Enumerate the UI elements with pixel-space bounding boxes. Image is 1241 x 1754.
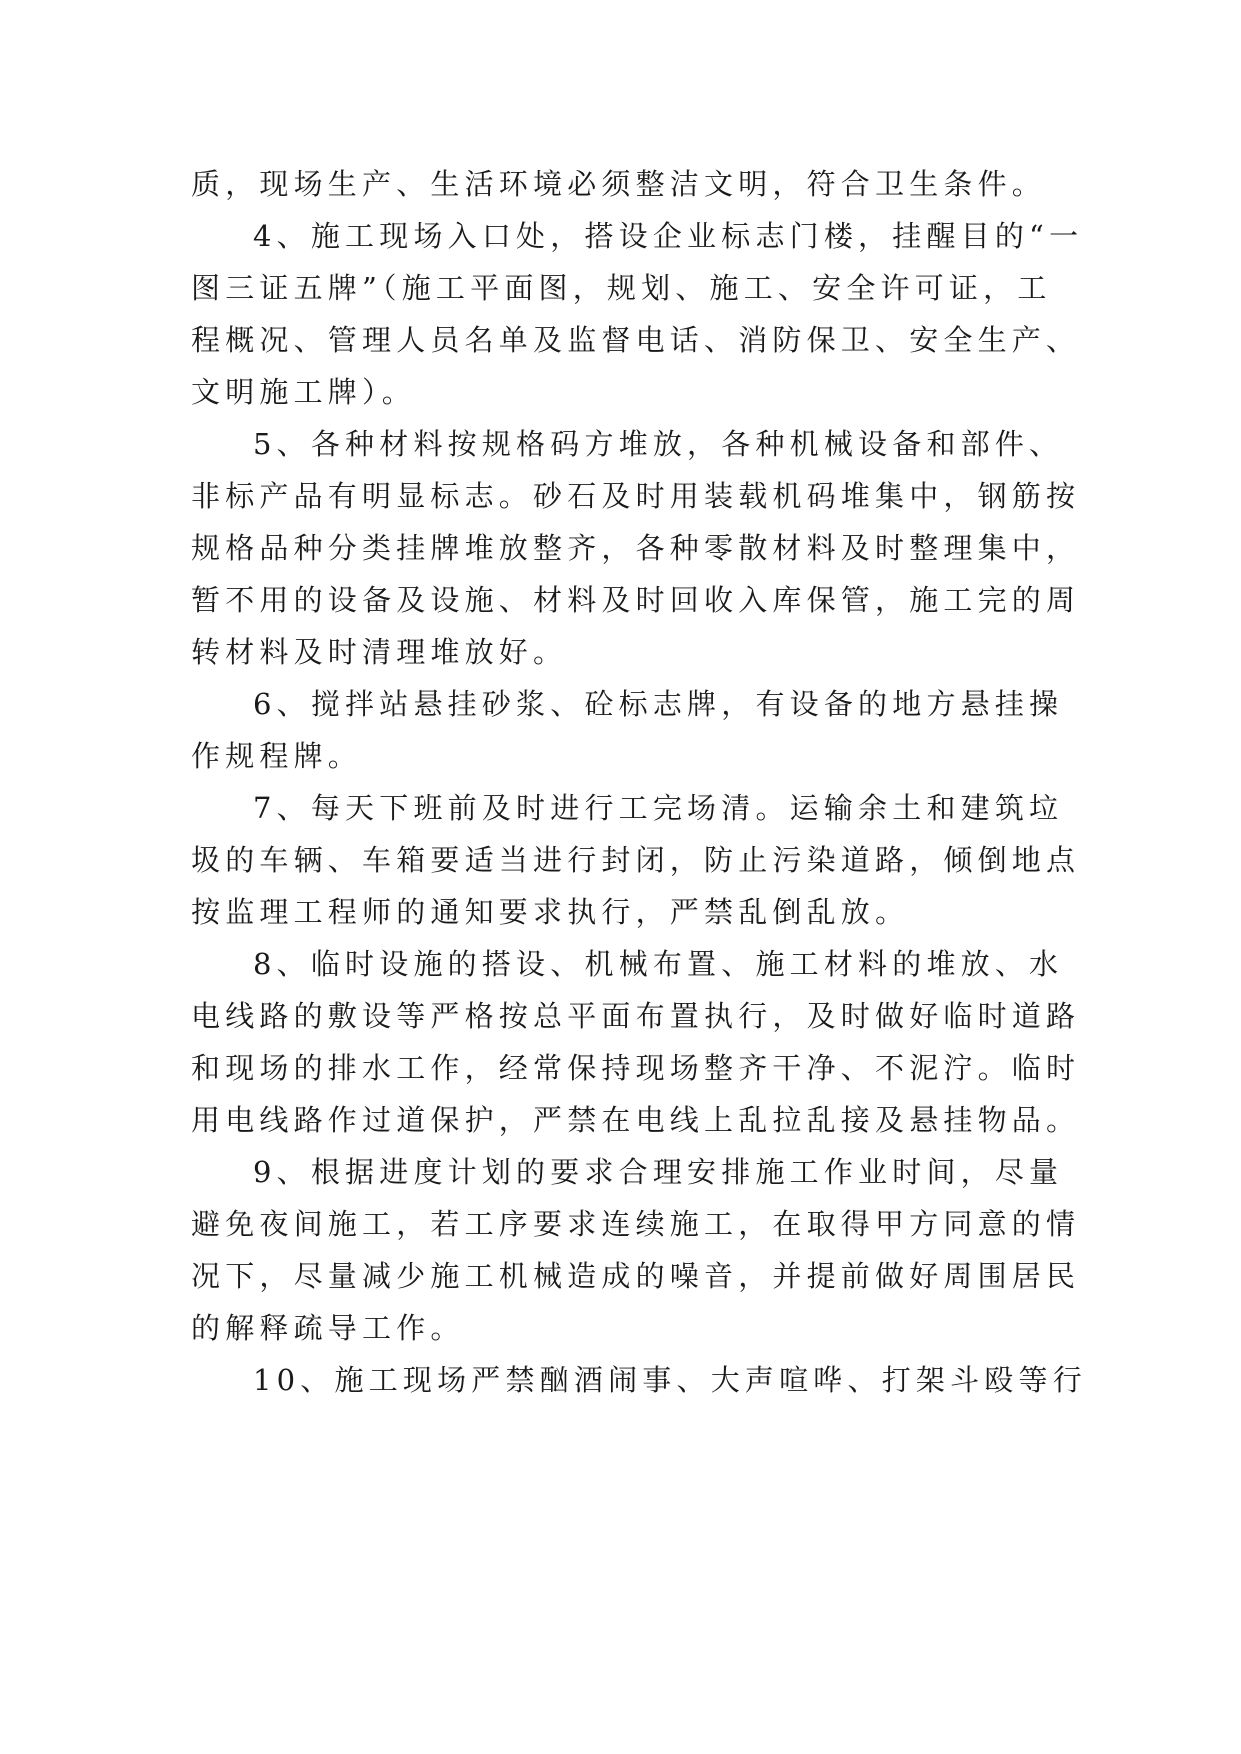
text-line-6: 5、各种材料按规格码方堆放，各种机械设备和部件、 [253,427,1064,461]
text-line-22: 况下，尽量减少施工机械造成的噪音，并提前做好周围居民 [191,1259,1081,1293]
text-line-12: 作规程牌。 [191,739,363,773]
text-line-21: 避免夜间施工，若工序要求连续施工，在取得甲方同意的情 [191,1207,1081,1241]
text-line-2: 4、施工现场入口处，搭设企业标志门楼，挂醒目的“一 [253,219,1084,253]
document-body [191,158,1087,1406]
text-line-23: 的解释疏导工作。 [191,1311,465,1345]
text-line-9: 暂不用的设备及设施、材料及时回收入库保管，施工完的周 [191,583,1081,617]
text-line-4: 程概况、管理人员名单及监督电话、消防保卫、安全生产、 [191,323,1081,357]
text-line-13: 7、每天下班前及时进行工完场清。运输余土和建筑垃 [253,791,1064,825]
text-line-7: 非标产品有明显标志。砂石及时用装载机码堆集中，钢筋按 [191,479,1081,513]
text-line-15: 按监理工程师的通知要求执行，严禁乱倒乱放。 [191,895,910,929]
text-line-5: 文明施工牌）。 [191,375,416,409]
text-line-19: 用电线路作过道保护，严禁在电线上乱拉乱接及悬挂物品。 [191,1103,1081,1137]
text-line-11: 6、搅拌站悬挂砂浆、砼标志牌，有设备的地方悬挂操 [253,687,1064,721]
text-line-8: 规格品种分类挂牌堆放整齐，各种零散材料及时整理集中， [191,531,1081,565]
text-line-10: 转材料及时清理堆放好。 [191,635,568,669]
text-line-3: 图三证五牌”（施工平面图，规划、施工、安全许可证，工 [191,271,1052,305]
text-line-24: 10、施工现场严禁酗酒闹事、大声喧哗、打架斗殴等行 [253,1363,1087,1397]
text-line-16: 8、临时设施的搭设、机械布置、施工材料的堆放、水 [253,947,1064,981]
text-line-14: 圾的车辆、车箱要适当进行封闭，防止污染道路，倾倒地点 [191,843,1081,877]
text-line-20: 9、根据进度计划的要求合理安排施工作业时间，尽量 [253,1155,1064,1189]
text-line-18: 和现场的排水工作，经常保持现场整齐干净、不泥泞。临时 [191,1051,1081,1085]
text-line-1: 质，现场生产、生活环境必须整洁文明，符合卫生条件。 [191,167,1047,201]
text-line-17: 电线路的敷设等严格按总平面布置执行，及时做好临时道路 [191,999,1081,1033]
